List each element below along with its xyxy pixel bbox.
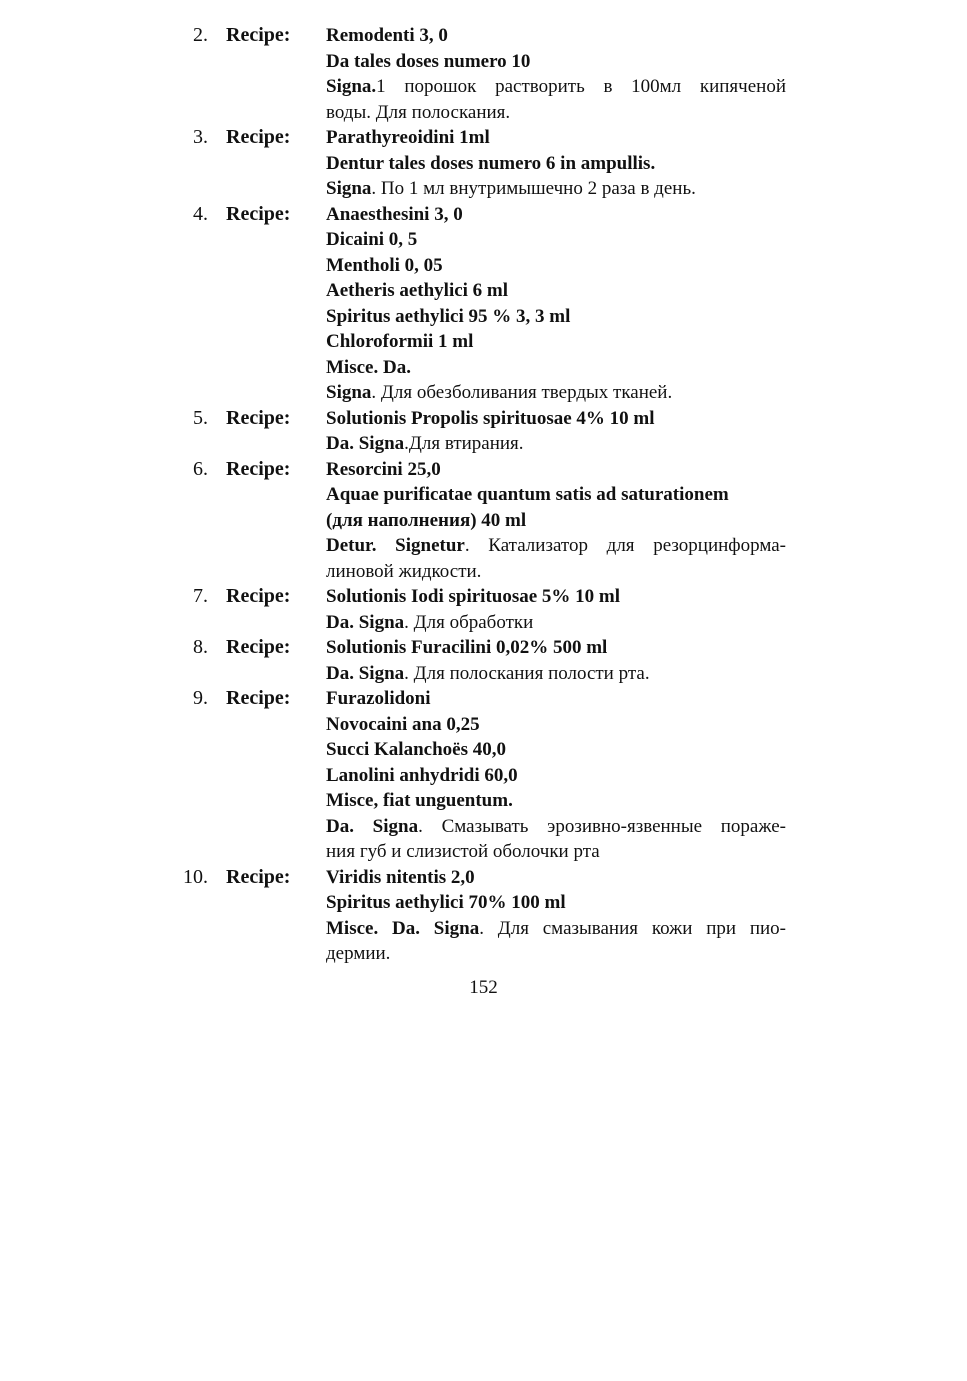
recipe-body [326, 125, 786, 202]
recipe-keyword: Recipe: [226, 406, 291, 429]
recipe-line [326, 431, 786, 457]
recipe-line-bold: Da. Signa [326, 433, 405, 454]
recipe-body [326, 457, 786, 585]
recipe-keyword: Recipe: [226, 202, 291, 225]
recipe-line-bold: Spiritus aethylici 70% 100 ml [326, 892, 566, 913]
recipe-line-text: воды. Для полоскания. [326, 101, 511, 123]
recipe-line [326, 508, 786, 534]
recipe-line-bold: Succi Kalanchoës 40,0 [326, 739, 506, 760]
page-number: 152 [469, 977, 498, 998]
recipe-keyword: Recipe: [226, 126, 291, 148]
recipe-number: 2. [193, 24, 208, 46]
recipe-body [326, 865, 786, 967]
recipe-line-text: дермии. [326, 943, 391, 964]
recipe-line-bold: Solutionis Furacilini 0,02% 500 ml [326, 637, 608, 658]
recipe-number: 7. [193, 585, 208, 607]
recipe-number: 10. [183, 865, 208, 888]
recipe-line-bold: Misce. Da. [326, 356, 411, 378]
recipe-line-bold: Da. Signa [326, 662, 405, 684]
recipe-line-bold: Misce, fiat unguentum. [326, 790, 513, 811]
recipe-line [326, 737, 786, 763]
recipe-line [326, 584, 786, 610]
recipe-line-bold: Signa. [326, 76, 377, 97]
recipe-keyword: Recipe: [226, 636, 291, 658]
recipe-line [326, 457, 786, 483]
recipe-line-bold: Viridis nitentis 2,0 [326, 866, 475, 888]
recipe-line-text: . Для обработки [404, 611, 534, 633]
recipe-line [326, 100, 786, 126]
recipe-keyword: Recipe: [226, 585, 291, 607]
recipe-body [326, 202, 786, 406]
recipe-line-bold: Lanolini anhydridi 60,0 [326, 764, 518, 786]
recipe-line [326, 329, 786, 355]
recipe-line-bold: (для наполнения) 40 ml [326, 509, 527, 531]
recipe-line-bold: Signa [326, 178, 372, 199]
recipe-line-bold: Dicaini 0, 5 [326, 229, 418, 250]
recipe-line-bold: Mentholi 0, 05 [326, 254, 443, 276]
recipe-line-text: 1 порошок растворить в 100мл кипяченой [376, 76, 786, 97]
recipe-line [326, 890, 786, 916]
recipe-line [326, 941, 786, 967]
recipe-line-text: . Смазывать эрозивно-язвенные пораже- [418, 815, 786, 837]
recipe-line-bold: Remodenti 3, 0 [326, 25, 448, 46]
recipe-number: 9. [193, 687, 208, 709]
recipe-line-bold: Aquae purificatae quantum satis ad saturationem [326, 484, 729, 505]
recipe-line-bold: Detur. Signetur [326, 535, 465, 556]
recipe-line-bold: Solutionis Propolis spirituosae 4% 10 ml [326, 407, 655, 429]
recipe-line [326, 635, 786, 661]
recipe-line [326, 559, 786, 585]
recipe-line-text: . Катализатор для резорцинформа- [464, 535, 786, 556]
recipe-body [326, 406, 786, 457]
recipe-keyword: Recipe: [226, 865, 291, 888]
recipe-line [326, 482, 786, 508]
recipe-number: 8. [193, 636, 208, 658]
recipe-keyword: Recipe: [226, 687, 291, 709]
recipe-line [326, 406, 786, 432]
recipe-line [326, 916, 786, 942]
recipe-line-text: . Для обезболивания твердых тканей. [371, 382, 673, 403]
recipe-line [326, 380, 786, 406]
recipe-line [326, 49, 786, 75]
recipe-line [326, 712, 786, 738]
recipe-line [326, 151, 786, 177]
recipe-line [326, 304, 786, 330]
recipe-line-bold: Spiritus aethylici 95 % 3, 3 ml [326, 305, 571, 327]
recipe-line [326, 23, 786, 49]
recipe-body [326, 23, 786, 125]
recipe-line [326, 763, 786, 789]
recipe-line [326, 227, 786, 253]
recipe-line-bold: Resorcini 25,0 [326, 458, 441, 480]
recipe-line [326, 176, 786, 202]
recipe-line [326, 202, 786, 228]
recipe-line-bold: Novocaini ana 0,25 [326, 713, 480, 735]
recipe-line-text: . По 1 мл внутримышечно 2 раза в день. [371, 178, 696, 199]
recipe-line-text: .Для втирания. [404, 433, 524, 454]
recipe-line [326, 814, 786, 840]
recipe-number: 4. [193, 202, 208, 225]
recipe-line-bold: Parathyreoidini 1ml [326, 127, 490, 148]
recipe-line [326, 661, 786, 687]
recipe-line [326, 355, 786, 381]
recipe-number: 3. [193, 126, 208, 148]
recipe-line [326, 865, 786, 891]
recipe-number: 5. [193, 406, 208, 429]
recipe-line [326, 686, 786, 712]
recipe-line-bold: Aetheris aethylici 6 ml [326, 280, 509, 301]
recipe-line-bold: Da. Signa [326, 815, 419, 837]
recipe-line-bold: Chloroformii 1 ml [326, 331, 474, 352]
recipe-keyword: Recipe: [226, 457, 291, 480]
recipe-line [326, 788, 786, 814]
recipe-keyword: Recipe: [226, 24, 291, 46]
recipe-body [326, 635, 786, 686]
recipe-line-text: . Для полоскания полости рта. [404, 662, 650, 684]
recipe-line [326, 125, 786, 151]
recipe-line-bold: Signa [326, 382, 372, 403]
recipe-line [326, 74, 786, 100]
recipe-line-text: ния губ и слизистой оболочки рта [326, 841, 600, 862]
recipe-line-bold: Solutionis Iodi spirituosae 5% 10 ml [326, 586, 621, 607]
recipe-line [326, 610, 786, 636]
recipe-line-bold: Da. Signa [326, 611, 405, 633]
recipe-body [326, 584, 786, 635]
recipe-number: 6. [193, 457, 208, 480]
recipe-line-text: линовой жидкости. [326, 560, 482, 582]
recipe-line-bold: Da tales doses numero 10 [326, 50, 531, 72]
recipe-line [326, 533, 786, 559]
recipe-line [326, 278, 786, 304]
recipe-line-bold: Dentur tales doses numero 6 in ampullis. [326, 152, 656, 174]
recipe-line-bold: Furazolidoni [326, 688, 431, 709]
recipe-line [326, 839, 786, 865]
recipe-line-text: . Для смазывания кожи при пио- [479, 917, 787, 939]
recipe-line-bold: Anaesthesini 3, 0 [326, 203, 463, 225]
recipe-line-bold: Misce. Da. Signa [326, 917, 480, 939]
recipe-line [326, 253, 786, 279]
recipe-body [326, 686, 786, 865]
